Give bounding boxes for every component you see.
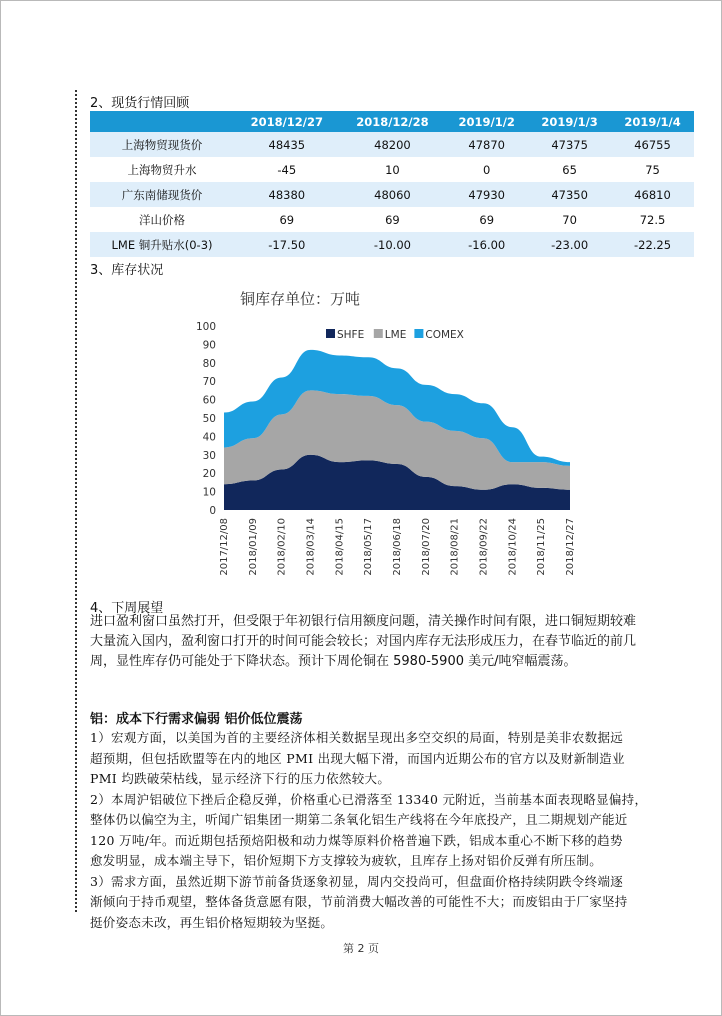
x-tick-label: 2018/02/10 [276,518,288,576]
table-cell: 48435 [234,132,340,157]
inventory-heading: 3、库存状况 [90,263,164,278]
table-row [90,207,694,232]
aluminum-line: PMI 均跌破荣枯线，显示经济下行的压力依然较大。 [90,771,391,786]
legend-label-shfe: SHFE [337,329,365,341]
aluminum-line: 整体仍以偏空为主，听闻广铝集团一期第二条氧化铝生产线将在今年底投产，且二期规划产能近 [90,812,628,827]
aluminum-line: 120 万吨/年。而近期包括预焙阳极和动力煤等原料价格普遍下跌，铝成本重心不断下移的趋势 [90,832,623,848]
x-tick-label: 2018/01/09 [247,518,259,576]
table-header-cell: 2019/1/2 [445,111,528,132]
aluminum-line: 2）本周沪铝破位下挫后企稳反弹，价格重心已滑落至 13340 元附近，当前基本面表现略显偏持， [90,791,648,807]
x-tick-label: 2018/11/25 [536,518,548,576]
table-cell: 46810 [611,182,694,207]
table-header-cell: 2018/12/28 [340,111,446,132]
table-row [90,182,694,207]
y-tick-label: 100 [195,321,216,333]
y-tick-label: 40 [202,431,216,444]
outlook-line: 大量流入国内，盈利窗口打开的时间可能会较长；对国内库存无法形成压力，在春节临近的前几 [90,634,637,649]
table-cell: 47870 [445,132,528,157]
row-label: 上海物贸升水 [127,162,197,177]
table-cell: 65 [562,162,577,177]
outlook-line: 进口盈利窗口虽然打开，但受限于年初银行信用额度问题，清关操作时间有限，进口铜短期较难 [90,614,637,629]
legend-swatch-comex [414,329,423,338]
aluminum-title: 铝：成本下行需求偏弱 铝价低位震荡 [90,712,303,727]
table-cell: 69 [479,212,495,227]
y-tick-label: 90 [202,339,216,352]
table-header-cell: 2019/1/3 [528,111,611,132]
table-cell: 0 [483,162,491,177]
y-tick-label: 10 [202,486,216,499]
table-cell: 47930 [445,182,528,207]
spot-review-heading: 2、现货行情回顾 [90,96,190,111]
table-cell: 70 [562,212,577,227]
outlook-heading: 4、下周展望 [90,601,164,616]
x-tick-label: 2018/08/21 [449,518,461,576]
table-header-blank [90,111,234,132]
aluminum-line: 渐倾向于持币观望，整体备货意愿有限，节前消费大幅改善的可能性不大；而废铝由于厂家坚持 [90,894,628,909]
table-cell: 46755 [611,132,694,157]
aluminum-line: 1）宏观方面，以美国为首的主要经济体相关数据呈现出多空交织的局面，特别是美非农数据远 [90,730,624,745]
aluminum-paragraph [90,728,695,933]
x-tick-label: 2018/09/22 [478,518,490,576]
y-tick-label: 60 [202,394,216,407]
table-row [90,132,694,157]
row-label: 上海物贸现货价 [90,132,234,157]
x-tick-label: 2018/07/20 [420,518,432,576]
table-cell: -22.25 [611,232,694,257]
y-tick-label: 50 [202,413,216,425]
table-row [90,157,694,182]
table-cell: 48200 [340,132,446,157]
table-header-cell: 2018/12/27 [234,111,340,132]
x-tick-label: 2018/06/18 [392,518,403,576]
row-label: 广东南储现货价 [90,182,234,207]
x-tick-label: 2018/12/27 [565,518,576,576]
y-tick-label: 30 [202,449,216,462]
table-cell: 72.5 [639,212,666,227]
table-cell: -10.00 [340,232,446,257]
x-tick-label: 2018/10/24 [507,518,519,576]
legend-label-comex: COMEX [425,329,464,341]
table-cell: 69 [385,212,400,227]
table-cell: 48380 [234,182,340,207]
x-tick-label: 2017/12/08 [219,518,230,576]
y-tick-label: 20 [202,468,216,481]
table-header-cell: 2019/1/4 [611,111,694,132]
legend-swatch-lme [374,329,383,338]
table-cell: 47375 [528,132,611,157]
table-cell: 48060 [340,182,446,207]
aluminum-line: 挺价姿态未改，再生铝价格短期较为坚挺。 [90,914,334,930]
y-tick-label: 80 [202,357,216,370]
aluminum-line: 超预期，但包括欧盟等在内的地区 PMI 出现大幅下滑，而国内近期公布的官方以及财新制造业 [90,750,625,766]
outlook-paragraph [90,612,636,672]
table-cell: 69 [279,212,295,227]
aluminum-line: 3）需求方面，虽然近期下游节前备货逐象初显，周内交投尚可，但盘面价格持续阴跌令终端逐 [90,873,624,889]
table-cell: -45 [277,162,297,177]
table-header-row [90,111,694,132]
x-tick-label: 2018/03/14 [305,518,317,576]
row-label: 洋山价格 [139,212,185,227]
table-cell: 75 [645,162,660,177]
copper-inventory-chart [188,280,580,582]
aluminum-line: 愈发明显，成本端主导下，铝价短期下方支撑较为疲软，且库存上扬对铝价反弹有所压制。 [90,853,603,868]
margin-dotted-line [75,90,77,912]
y-tick-label: 70 [202,376,216,389]
table-cell: -16.00 [445,232,528,257]
x-tick-label: 2018/05/17 [363,518,375,576]
x-tick-label: 2018/04/15 [334,518,346,576]
legend-swatch-shfe [326,329,335,338]
table-cell: 10 [385,162,400,177]
spot-price-table [90,111,694,257]
page-number: 第 2 页 [343,942,379,955]
table-cell: -17.50 [234,232,340,257]
y-tick-label: 0 [209,505,216,517]
outlook-line: 周，显性库存仍可能处于下降状态。预计下周伦铜在 5980-5900 美元/吨窄幅震荡。 [90,654,577,669]
table-row [90,232,694,257]
chart-title: 铜库存单位：万吨 [240,290,361,308]
table-cell: -23.00 [528,232,611,257]
legend-label-lme: LME [384,329,407,341]
row-label: LME 铜升贴水(0-3) [90,232,234,257]
table-cell: 47350 [528,182,611,207]
